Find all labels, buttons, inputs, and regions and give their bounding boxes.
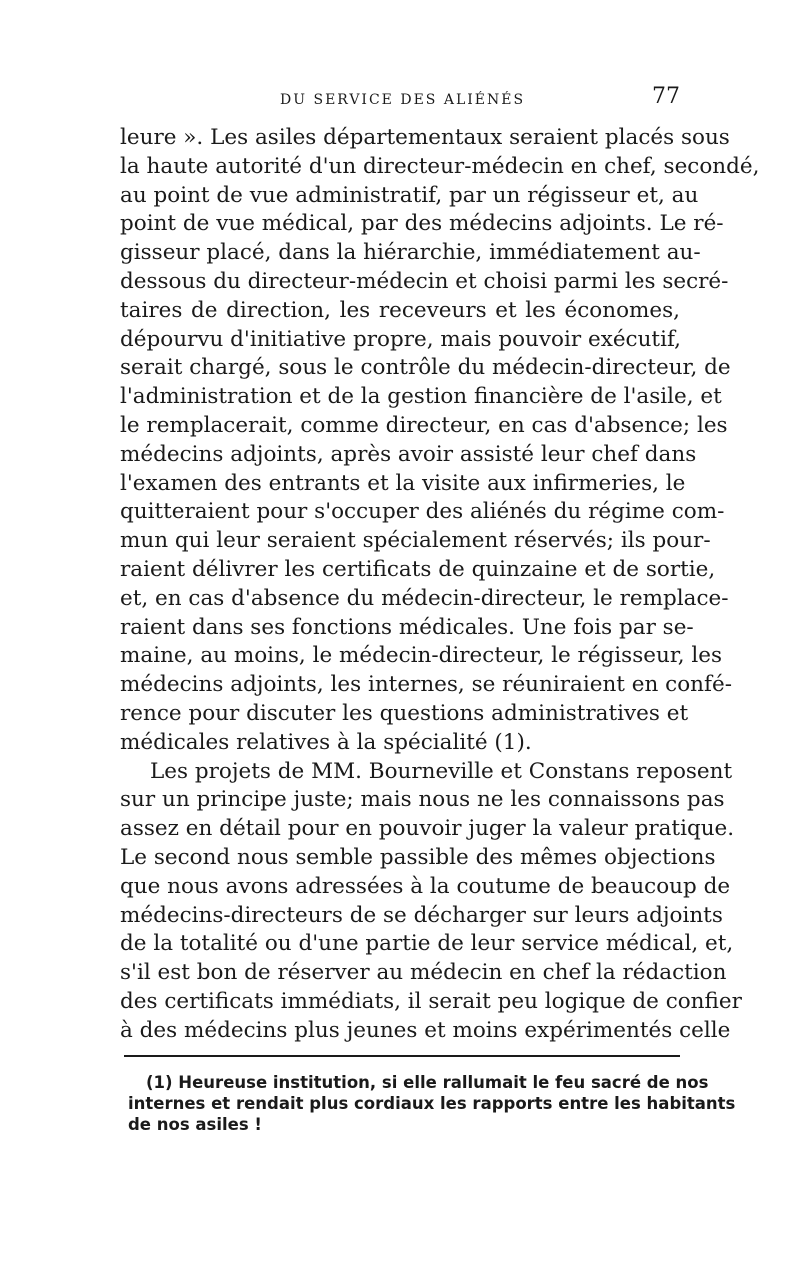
- text-line: raient dans ses fonctions médicales. Une fois par se-: [120, 614, 694, 640]
- text-line: médicales relatives à la spécialité (1).: [120, 729, 532, 755]
- text-line: la haute autorité d'un directeur-médecin en chef, secondé,: [120, 153, 760, 179]
- text-line: médecins adjoints, les internes, se réuniraient en confé-: [120, 672, 732, 698]
- footnote-line: (1) Heureuse institution, si elle rallumait le feu sacré de nos: [146, 1073, 709, 1092]
- text-line: à des médecins plus jeunes et moins expérimentés celle: [120, 1017, 731, 1043]
- footnote-line: internes et rendait plus cordiaux les rapports entre les habitants: [128, 1094, 736, 1113]
- text-line: sur un principe juste; mais nous ne les connaissons pas: [120, 787, 725, 813]
- text-line: l'examen des entrants et la visite aux infirmeries, le: [120, 470, 686, 496]
- text-line: raient délivrer les certificats de quinzaine et de sortie,: [120, 556, 716, 582]
- running-header: [120, 86, 680, 118]
- text-line: de la totalité ou d'une partie de leur service médical, et,: [120, 931, 734, 957]
- text-line: médecins-directeurs de se décharger sur leurs adjoints: [120, 902, 723, 928]
- text-line: assez en détail pour en pouvoir juger la valeur pratique.: [120, 816, 735, 842]
- footnote-line: de nos asiles !: [128, 1115, 262, 1134]
- page-number: 77: [652, 84, 680, 109]
- body-text: [120, 124, 760, 1046]
- text-line: que nous avons adressées à la coutume de beaucoup de: [120, 873, 731, 899]
- text-line: s'il est bon de réserver au médecin en chef la rédaction: [120, 960, 727, 986]
- text-line: taires de direction, les receveurs et les économes,: [120, 297, 680, 323]
- text-line: mun qui leur seraient spécialement réservés; ils pour-: [120, 528, 711, 554]
- text-line: maine, au moins, le médecin-directeur, le régisseur, les: [120, 643, 723, 669]
- text-line: médecins adjoints, après avoir assisté leur chef dans: [120, 441, 697, 467]
- text-line: l'administration et de la gestion financière de l'asile, et: [120, 384, 722, 410]
- text-line: gisseur placé, dans la hiérarchie, immédiatement au-: [120, 240, 701, 266]
- text-line: des certificats immédiats, il serait peu logique de confier: [120, 988, 742, 1014]
- footnote: [128, 1072, 736, 1135]
- text-line: rence pour discuter les questions administratives et: [120, 700, 689, 726]
- footnote-divider: [124, 1055, 680, 1057]
- text-line: quitteraient pour s'occuper des aliénés du régime com-: [120, 499, 725, 525]
- text-line: le remplacerait, comme directeur, en cas d'absence; les: [120, 412, 728, 438]
- text-line: Le second nous semble passible des mêmes objections: [120, 844, 716, 870]
- running-title: DU SERVICE DES ALIÉNÉS: [280, 92, 526, 108]
- text-line: dessous du directeur-médecin et choisi parmi les secré-: [120, 268, 729, 294]
- text-line: leure ». Les asiles départementaux seraient placés sous: [120, 125, 730, 150]
- text-line: serait chargé, sous le contrôle du médecin-directeur, de: [120, 355, 731, 381]
- text-line: au point de vue administratif, par un régisseur et, au: [120, 182, 699, 208]
- text-line: Les projets de MM. Bourneville et Constans reposent: [150, 758, 733, 784]
- text-line: et, en cas d'absence du médecin-directeur, le remplace-: [120, 585, 729, 611]
- text-line: dépourvu d'initiative propre, mais pouvoir exécutif,: [120, 326, 681, 352]
- text-line: point de vue médical, par des médecins adjoints. Le ré-: [120, 211, 724, 237]
